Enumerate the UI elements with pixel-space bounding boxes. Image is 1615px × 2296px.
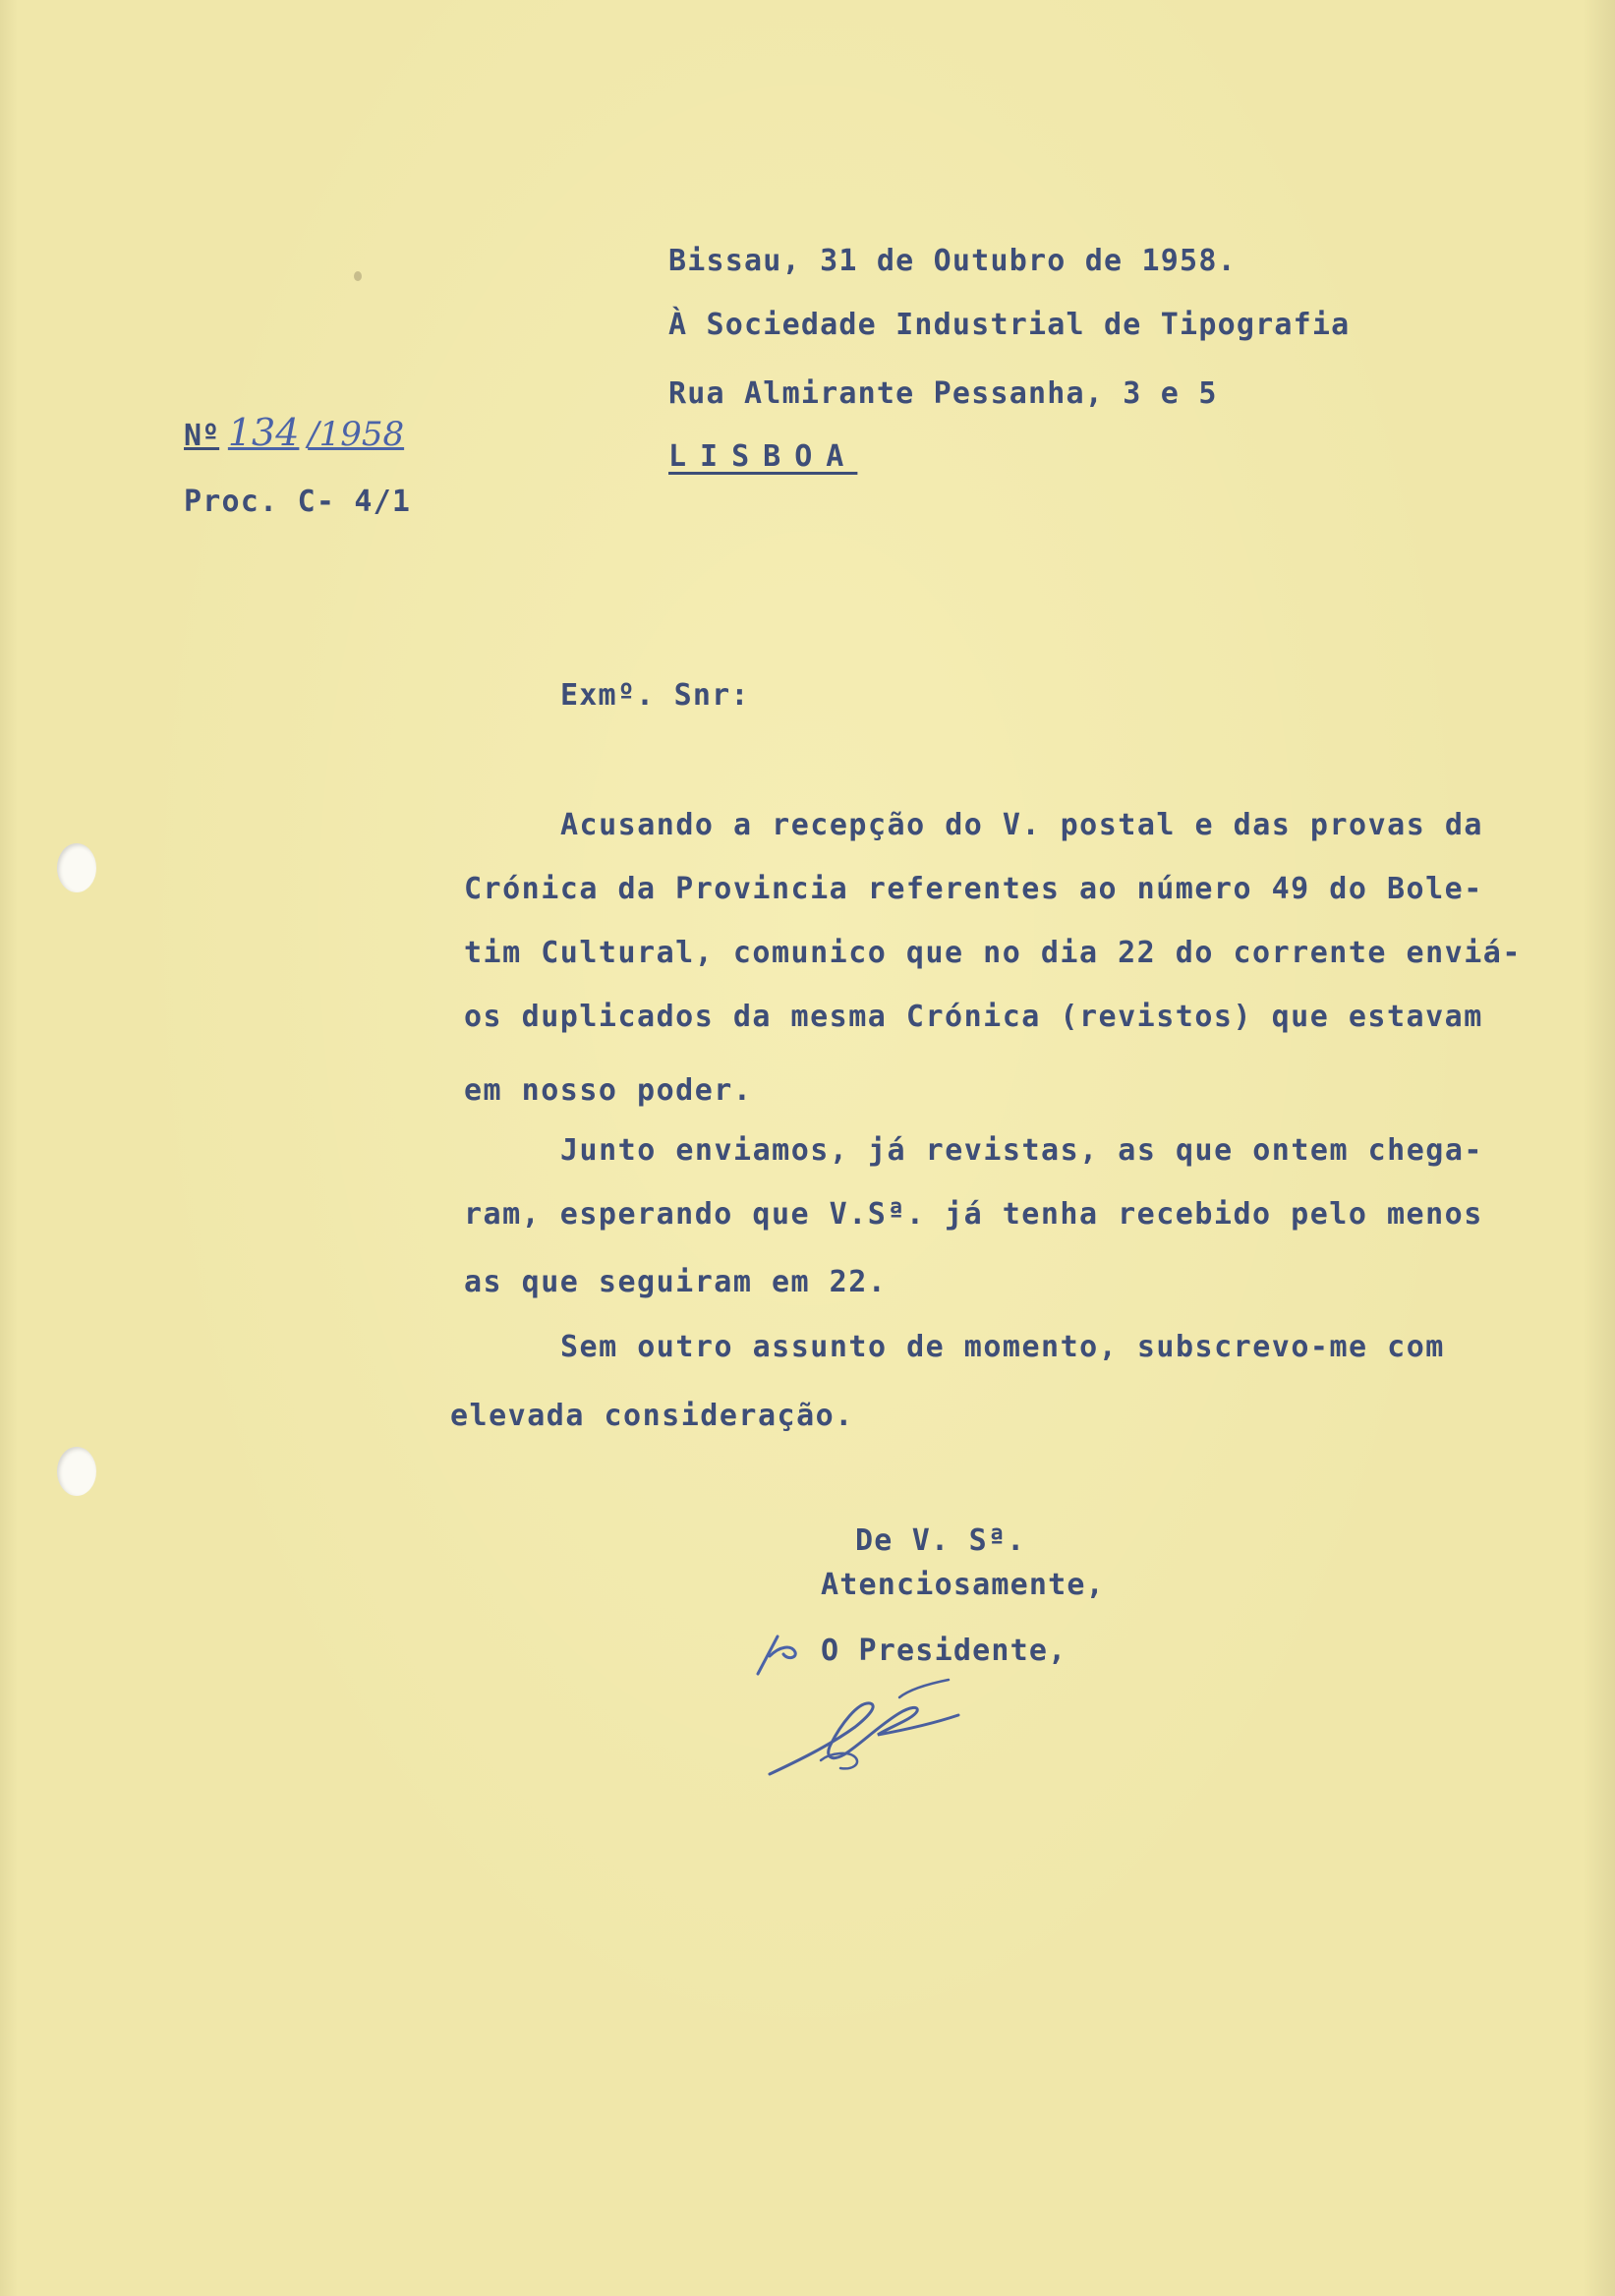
body-line: ram, esperando que V.Sª. já tenha recebido pelo menos — [464, 1197, 1483, 1232]
salutation: Exmº. Snr: — [560, 678, 750, 713]
reference-number — [184, 411, 404, 454]
recipient-name: À Sociedade Industrial de Tipografia — [668, 308, 1351, 342]
paper-speck — [354, 271, 362, 281]
closing-line-3: O Presidente, — [821, 1634, 1067, 1668]
body-line: Sem outro assunto de momento, subscrevo-me com — [560, 1330, 1445, 1364]
place-date: Bissau, 31 de Outubro de 1958. — [668, 244, 1237, 278]
reference-year: /1958 — [308, 415, 405, 454]
body-line: Junto enviamos, já revistas, as que ontem chega- — [560, 1133, 1483, 1168]
body-line: Acusando a recepção do V. postal e das provas da — [560, 808, 1483, 842]
body-line: elevada consideração. — [450, 1399, 854, 1433]
body-line: Crónica da Provincia referentes ao número 49 do Bole- — [464, 872, 1483, 906]
body-line: em nosso poder. — [464, 1073, 753, 1108]
closing-line-2: Atenciosamente, — [821, 1568, 1105, 1602]
closing-line-1: De V. Sª. — [855, 1523, 1026, 1558]
process-number: Proc. C- 4/1 — [184, 485, 412, 519]
punch-hole-bottom — [57, 1447, 96, 1496]
body-line: tim Cultural, comunico que no dia 22 do corrente enviá- — [464, 936, 1522, 970]
reference-number-handwritten: 134 — [227, 411, 300, 454]
reference-number-label: Nº — [184, 419, 220, 453]
punch-hole-top — [57, 843, 96, 892]
signature-icon — [762, 1666, 998, 1804]
body-line: as que seguiram em 22. — [464, 1265, 888, 1299]
recipient-city: LISBOA — [668, 439, 858, 474]
recipient-street: Rua Almirante Pessanha, 3 e 5 — [668, 376, 1218, 411]
body-line: os duplicados da mesma Crónica (revistos) que estavam — [464, 1000, 1483, 1034]
